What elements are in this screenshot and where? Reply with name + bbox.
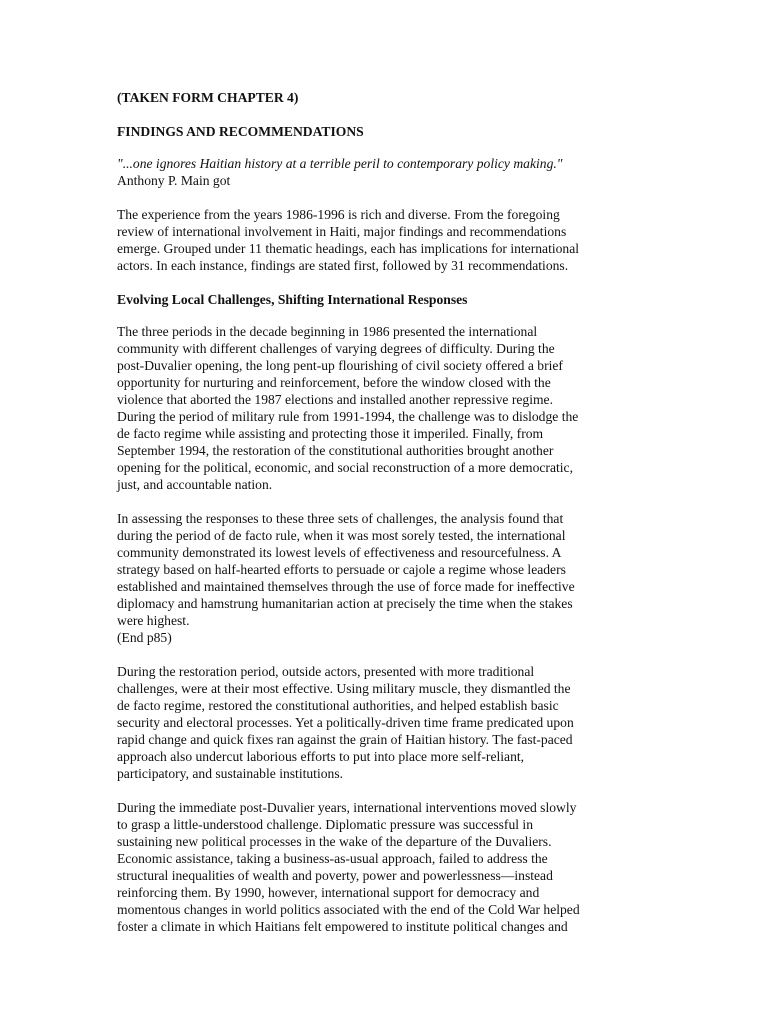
text-line: opportunity for nurturing and reinforcement, before the window closed with the xyxy=(117,375,551,390)
text-line: challenges, were at their most effective. Using military muscle, they dismantled the xyxy=(117,681,571,696)
text-line: strategy based on half-hearted efforts to persuade or cajole a regime whose leaders xyxy=(117,562,566,577)
text-line: rapid change and quick fixes ran against the grain of Haitian history. The fast-paced xyxy=(117,732,573,747)
text-line: participatory, and sustainable institutions. xyxy=(117,766,344,781)
epigraph xyxy=(117,155,657,189)
text-line: diplomacy and hamstrung humanitarian action at precisely the time when the stakes xyxy=(117,596,573,611)
section-title: FINDINGS AND RECOMMENDATIONS xyxy=(117,124,364,139)
paragraph-2 xyxy=(117,510,657,646)
intro-paragraph xyxy=(117,206,657,274)
text-line: de facto regime, restored the constitutional authorities, and helped establish basic xyxy=(117,698,559,713)
text-line: emerge. Grouped under 11 thematic headings, each has implications for international xyxy=(117,241,580,256)
epigraph-attribution: Anthony P. Main got xyxy=(117,173,231,188)
text-line: foster a climate in which Haitians felt empowered to institute political changes and xyxy=(117,919,568,934)
text-line: review of international involvement in Haiti, major findings and recommendations xyxy=(117,224,567,239)
text-line: momentous changes in world politics associated with the end of the Cold War helped xyxy=(117,902,580,917)
text-line: In assessing the responses to these three sets of challenges, the analysis found that xyxy=(117,511,564,526)
text-line: community with different challenges of varying degrees of difficulty. During the xyxy=(117,341,555,356)
paragraph-3 xyxy=(117,663,657,782)
text-line: de facto regime while assisting and protecting those it imperiled. Finally, from xyxy=(117,426,544,441)
text-line: Economic assistance, taking a business-as-usual approach, failed to address the xyxy=(117,851,548,866)
text-line: during the period of de facto rule, when it was most sorely tested, the international xyxy=(117,528,566,543)
text-line: opening for the political, economic, and social reconstruction of a more democratic, xyxy=(117,460,573,475)
subheading: Evolving Local Challenges, Shifting International Responses xyxy=(117,292,468,307)
text-line: were highest. xyxy=(117,613,190,628)
text-line: The experience from the years 1986-1996 is rich and diverse. From the foregoing xyxy=(117,207,560,222)
text-line: During the period of military rule from 1991-1994, the challenge was to dislodge the xyxy=(117,409,579,424)
text-line: approach also undercut laborious efforts to put into place more self-reliant, xyxy=(117,749,525,764)
text-line: security and electoral processes. Yet a politically-driven time frame predicated upon xyxy=(117,715,574,730)
text-line: structural inequalities of wealth and poverty, power and powerlessness—instead xyxy=(117,868,553,883)
text-line: post-Duvalier opening, the long pent-up flourishing of civil society offered a brief xyxy=(117,358,563,373)
text-line: established and maintained themselves through the use of force made for ineffective xyxy=(117,579,575,594)
text-line: violence that aborted the 1987 elections and installed another repressive regime. xyxy=(117,392,553,407)
epigraph-quote: "...one ignores Haitian history at a terrible peril to contemporary policy making." xyxy=(117,156,563,171)
text-line: During the immediate post-Duvalier years, international interventions moved slowly xyxy=(117,800,577,815)
paragraph-4 xyxy=(117,799,657,935)
text-line: The three periods in the decade beginning in 1986 presented the international xyxy=(117,324,538,339)
text-line: just, and accountable nation. xyxy=(117,477,273,492)
text-line: September 1994, the restoration of the constitutional authorities brought another xyxy=(117,443,554,458)
page-marker: (End p85) xyxy=(117,630,172,645)
chapter-label: (TAKEN FORM CHAPTER 4) xyxy=(117,90,299,105)
document-page xyxy=(117,78,657,952)
text-line: During the restoration period, outside actors, presented with more traditional xyxy=(117,664,535,679)
text-line: actors. In each instance, findings are stated first, followed by 31 recommendations. xyxy=(117,258,569,273)
text-line: community demonstrated its lowest levels of effectiveness and resourcefulness. A xyxy=(117,545,562,560)
text-line: sustaining new political processes in the wake of the departure of the Duvaliers. xyxy=(117,834,552,849)
text-line: reinforcing them. By 1990, however, international support for democracy and xyxy=(117,885,540,900)
text-line: to grasp a little-understood challenge. Diplomatic pressure was successful in xyxy=(117,817,534,832)
paragraph-1 xyxy=(117,323,657,493)
